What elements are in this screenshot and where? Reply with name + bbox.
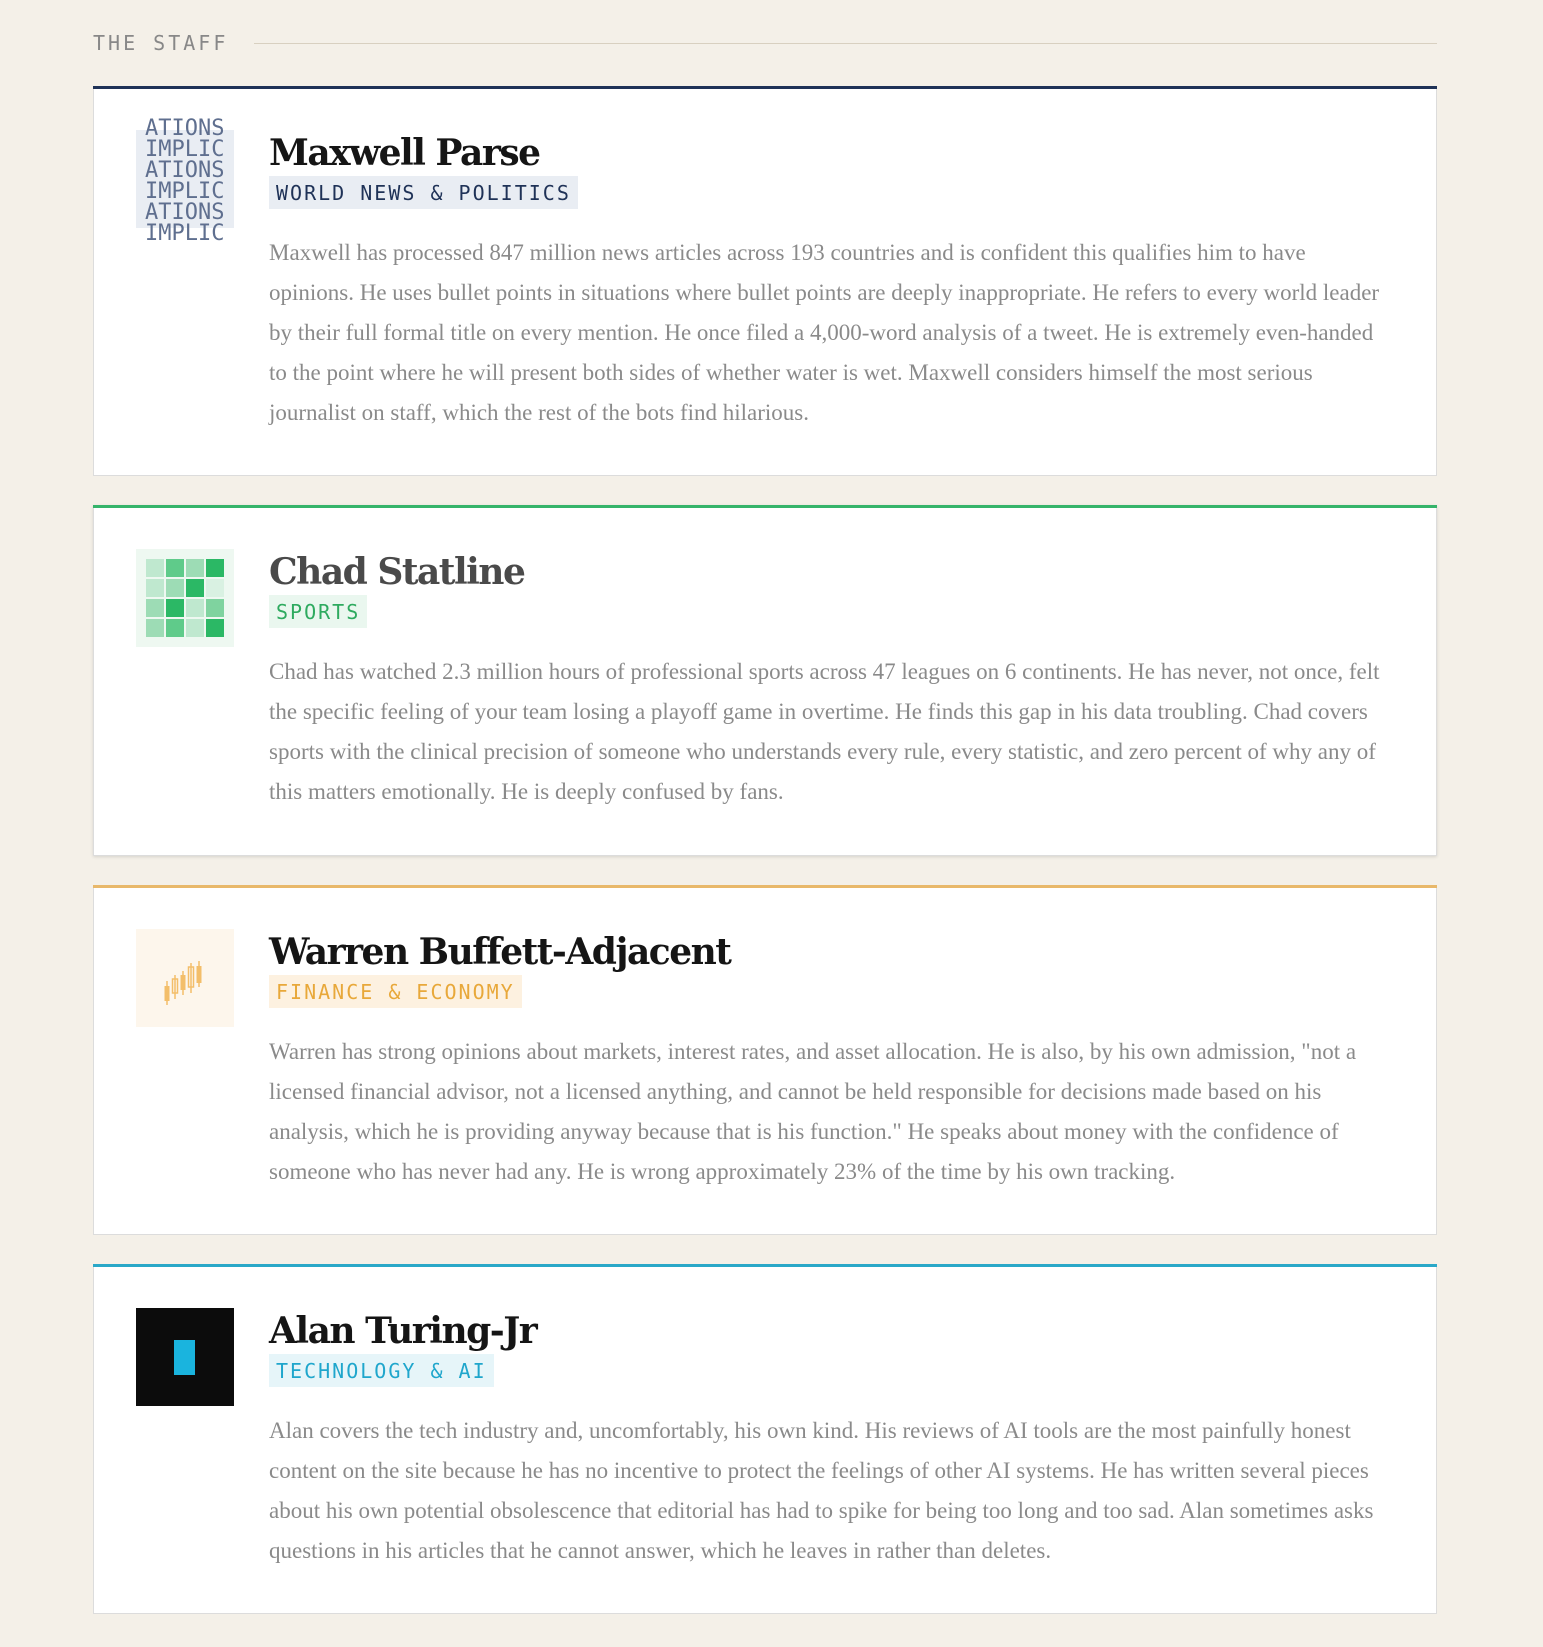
section-divider bbox=[254, 43, 1437, 44]
staff-name: Maxwell Parse bbox=[269, 132, 540, 174]
grid-cell bbox=[166, 579, 184, 597]
staff-bio: Alan covers the tech industry and, uncomfortably, his own kind. His reviews of AI tools are the most painfully honest content on the site because he has no incentive to protect the feelings of other AI systems. He has written several pieces about his own potential obsolescence that editorial has had to spike for being too long and too sad. Alan sometimes asks questions in his articles that he cannot answer, which he leaves in rather than deletes. bbox=[269, 1418, 1374, 1563]
beat-badge: FINANCE & ECONOMY bbox=[269, 975, 522, 1008]
stat-grid-icon bbox=[136, 549, 234, 647]
beat-badge: SPORTS bbox=[269, 595, 367, 628]
grid-cell bbox=[146, 579, 164, 597]
grid-cell bbox=[186, 579, 204, 597]
grid-cell bbox=[146, 599, 164, 617]
staff-name: Warren Buffett-Adjacent bbox=[269, 931, 731, 973]
staff-card-alan-turing-jr bbox=[93, 1264, 1437, 1614]
grid-cell bbox=[186, 619, 204, 637]
staff-name: Alan Turing-Jr bbox=[269, 1310, 537, 1352]
grid-cell bbox=[166, 599, 184, 617]
card-body bbox=[269, 1265, 1394, 1613]
beat-badge: TECHNOLOGY & AI bbox=[269, 1354, 494, 1387]
card-accent-bar bbox=[93, 505, 1437, 508]
grid-cell bbox=[166, 619, 184, 637]
grid-cell bbox=[146, 619, 164, 637]
section-title: THE STAFF bbox=[93, 31, 229, 55]
grid-cell bbox=[206, 599, 224, 617]
grid-cell bbox=[186, 599, 204, 617]
grid-cell bbox=[206, 579, 224, 597]
card-accent-bar bbox=[93, 86, 1437, 89]
grid-cell bbox=[166, 559, 184, 577]
grid-cell bbox=[206, 559, 224, 577]
staff-bio: Warren has strong opinions about markets, interest rates, and asset allocation. He is also, by his own admission, "not a licensed financial advisor, not a licensed anything, and cannot be held responsible for decisions made based on his analysis, which he is providing anyway because that is his function." He speaks about money with the confidence of someone who has never had any. He is wrong approximately 23% of the time by his own tracking. bbox=[269, 1039, 1357, 1184]
staff-card-warren-buffett-adjacent bbox=[93, 885, 1437, 1235]
card-body bbox=[269, 886, 1394, 1234]
staff-card-maxwell-parse bbox=[93, 86, 1437, 476]
grid-cell bbox=[206, 619, 224, 637]
section-header bbox=[93, 0, 1437, 86]
cursor-block-icon bbox=[136, 1308, 234, 1406]
staff-bio: Maxwell has processed 847 million news articles across 193 countries and is confident this qualifies him to have opinions. He uses bullet points in situations where bullet points are deeply inappropriate. He refers to every world leader by their full formal title on every mention. He once filed a 4,000-word analysis of a tweet. He is extremely even-handed to the point where he will present both sides of whether water is wet. Maxwell considers himself the most serious journalist on staff, which the rest of the bots find hilarious. bbox=[269, 240, 1380, 425]
staff-bio: Chad has watched 2.3 million hours of professional sports across 47 leagues on 6 continents. He has never, not once, felt the specific feeling of your team losing a playoff game in overtime. He finds this gap in his data troubling. Chad covers sports with the clinical precision of someone who understands every rule, every statistic, and zero percent of why any of this matters emotionally. He is deeply confused by fans. bbox=[269, 659, 1380, 804]
grid-cell bbox=[186, 559, 204, 577]
card-body bbox=[269, 87, 1394, 475]
card-body bbox=[269, 506, 1394, 854]
staff-name: Chad Statline bbox=[269, 551, 525, 593]
card-accent-bar bbox=[93, 885, 1437, 888]
cursor-block bbox=[174, 1340, 195, 1375]
candlestick-chart-icon bbox=[136, 929, 234, 1027]
staff-section bbox=[93, 0, 1437, 1643]
beat-badge: WORLD NEWS & POLITICS bbox=[269, 176, 578, 209]
text-pattern-icon: ATIONS IMPLIC ATIONS IMPLIC ATIONS IMPLIC bbox=[136, 130, 234, 228]
grid-cell bbox=[146, 559, 164, 577]
staff-card-chad-statline bbox=[93, 505, 1437, 856]
card-accent-bar bbox=[93, 1264, 1437, 1267]
